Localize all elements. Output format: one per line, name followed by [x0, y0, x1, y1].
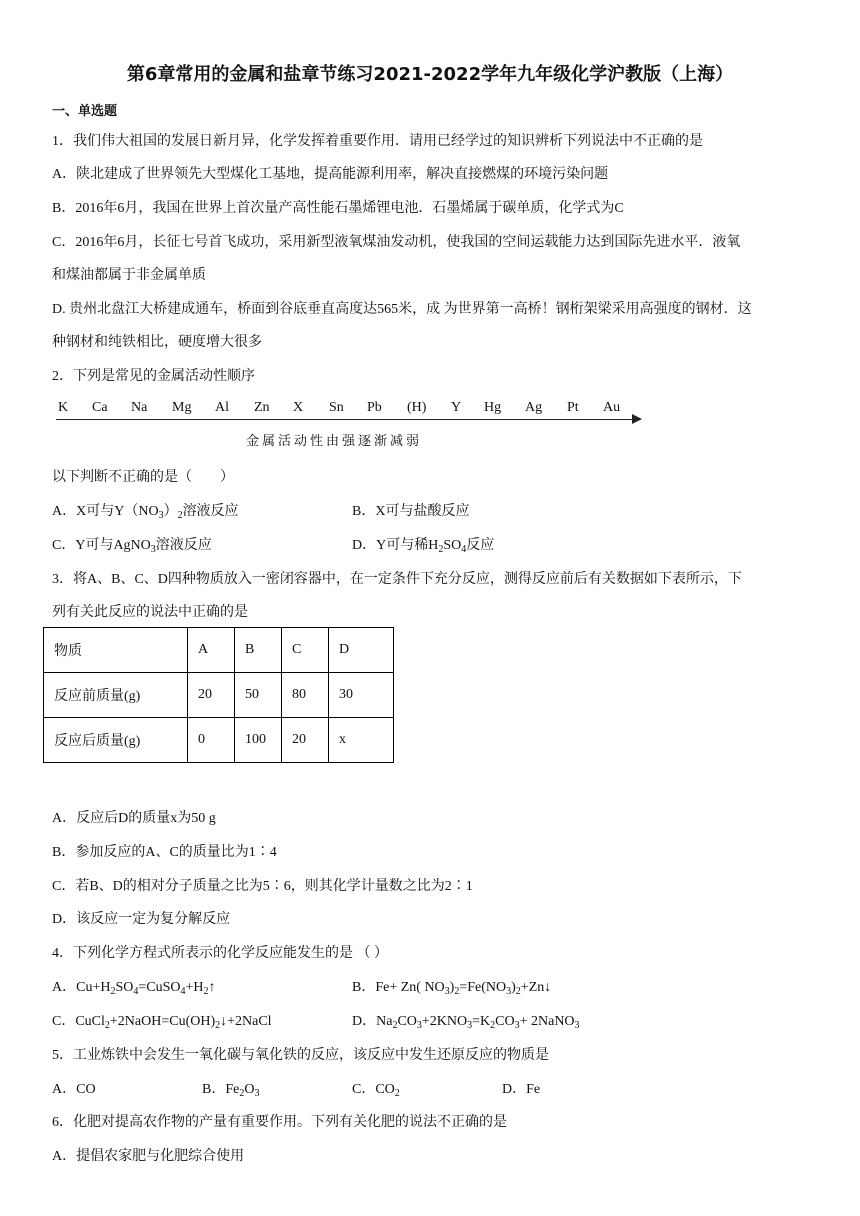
- series-element: Sn: [329, 400, 344, 415]
- series-element: X: [293, 400, 304, 415]
- q3-stem-line2: 列有关此反应的说法中正确的是: [52, 605, 248, 620]
- table-cell: 30: [329, 673, 394, 718]
- q3-option-d: D．该反应一定为复分解反应: [52, 912, 231, 927]
- q2-option-b: B．X可与盐酸反应: [352, 504, 470, 519]
- table-cell: 20: [188, 673, 235, 718]
- q1-option-d-line1: D. 贵州北盘江大桥建成通车，桥面到谷底垂直高度达565米，成 为世界第一高桥！钢桁架梁采用高强度的钢材．这: [52, 302, 752, 317]
- q3-option-b: B．参加反应的A、C的质量比为1∶4: [52, 845, 277, 860]
- q4-stem: 4．下列化学方程式所表示的化学反应能发生的是 （ ）: [52, 946, 388, 961]
- table-cell: A: [188, 628, 235, 673]
- q2-prompt: 以下判断不正确的是（ ）: [52, 470, 234, 485]
- table-cell: 100: [235, 718, 282, 763]
- q2-option-d: D．Y可与稀$H_2SO_4$反应: [352, 538, 495, 555]
- table-cell: 反应后质量(g): [44, 718, 188, 763]
- q1-option-a: A．陕北建成了世界领先大型煤化工基地，提高能源利用率，解决直接燃煤的环境污染问题: [52, 167, 609, 182]
- page-title: 第6章常用的金属和盐章节练习2021-2022学年九年级化学沪教版（上海）: [126, 64, 734, 85]
- q3-option-c: C．若B、D的相对分子质量之比为5∶6，则其化学计量数之比为2∶1: [52, 879, 473, 894]
- table-cell: B: [235, 628, 282, 673]
- section-heading: 一、单选题: [52, 104, 118, 119]
- q4-option-a: A．$Cu+H_2SO_4=CuSO_4+H_2↑$: [52, 980, 216, 997]
- activity-arrow-line: [56, 419, 638, 420]
- series-element: Pb: [367, 400, 382, 415]
- q4-option-b: B．Fe+ Zn( $NO_3)_2=Fe(NO_3)_2+Zn↓$: [352, 980, 552, 997]
- table-cell: 反应前质量(g): [44, 673, 188, 718]
- table-cell: 0: [188, 718, 235, 763]
- q5-stem: 5．工业炼铁中会发生一氧化碳与氧化铁的反应，该反应中发生还原反应的物质是: [52, 1048, 549, 1063]
- q3-stem-line1: 3．将A、B、C、D四种物质放入一密闭容器中，在一定条件下充分反应，测得反应前后有关数据如下表所示，下: [52, 572, 742, 587]
- q1-option-d-line2: 种钢材和纯铁相比，硬度增大很多: [52, 335, 262, 350]
- series-element: K: [58, 400, 69, 415]
- q4-option-c: C．$CuCl_2+2NaOH=Cu(OH)_2↓+2NaCl$: [52, 1014, 272, 1031]
- mass-data-table: [43, 627, 394, 763]
- series-element: Al: [215, 400, 229, 415]
- table-cell: 20: [282, 718, 329, 763]
- series-element: Hg: [484, 400, 502, 415]
- series-element: Ca: [92, 400, 108, 415]
- q1-option-b: B．2016年6月，我国在世界上首次量产高性能石墨烯锂电池．石墨烯属于碳单质，化学式为C: [52, 201, 624, 216]
- q5-option-d: D．Fe: [502, 1082, 541, 1097]
- q6-stem: 6．化肥对提高农作物的产量有重要作用。下列有关化肥的说法不正确的是: [52, 1115, 507, 1130]
- table-cell: 物质: [44, 628, 188, 673]
- table-cell: D: [329, 628, 394, 673]
- table-cell: 80: [282, 673, 329, 718]
- series-element: Y: [451, 400, 462, 415]
- q6-option-a: A．提倡农家肥与化肥综合使用: [52, 1149, 245, 1164]
- table-cell: C: [282, 628, 329, 673]
- series-element: Mg: [172, 400, 192, 415]
- q2-stem: 2．下列是常见的金属活动性顺序: [52, 369, 255, 384]
- q1-option-c-line2: 和煤油都属于非金属单质: [52, 268, 206, 283]
- q3-option-a: A．反应后D的质量x为50 g: [52, 811, 216, 826]
- activity-arrow-label: 金属活动性由强逐渐减弱: [246, 434, 423, 449]
- table-cell: 50: [235, 673, 282, 718]
- table-cell: x: [329, 718, 394, 763]
- q4-option-d: D．$Na_2CO_3+2KNO_3=K_2CO_3+$ 2NaNO$_3$: [352, 1014, 580, 1031]
- series-element: Ag: [525, 400, 543, 415]
- table-header-row: [44, 628, 394, 673]
- q2-option-c: C．Y可与AgNO$_3$溶液反应: [52, 538, 212, 555]
- series-element: (H): [407, 400, 427, 415]
- series-element: Zn: [254, 400, 270, 415]
- series-element: Pt: [567, 400, 579, 415]
- q2-option-a: A．X可与$Y(NO_3)_2$溶液反应: [52, 504, 239, 521]
- series-element: Na: [131, 400, 148, 415]
- q5-option-c: C．$CO_2$: [352, 1082, 400, 1099]
- q5-option-b: B．$Fe_2O_3$: [202, 1082, 260, 1099]
- series-element: Au: [603, 400, 621, 415]
- table-row: [44, 718, 394, 763]
- q1-option-c-line1: C．2016年6月，长征七号首飞成功，采用新型液氧煤油发动机，使我国的空间运载能力达到国际先进水平．液氧: [52, 235, 741, 250]
- q1-stem: 1．我们伟大祖国的发展日新月异，化学发挥着重要作用．请用已经学过的知识辨析下列说法中不正确的是: [52, 134, 703, 149]
- activity-series: [58, 400, 648, 420]
- arrow-head-icon: [632, 414, 642, 424]
- q5-option-a: A．CO: [52, 1082, 96, 1097]
- table-row: [44, 673, 394, 718]
